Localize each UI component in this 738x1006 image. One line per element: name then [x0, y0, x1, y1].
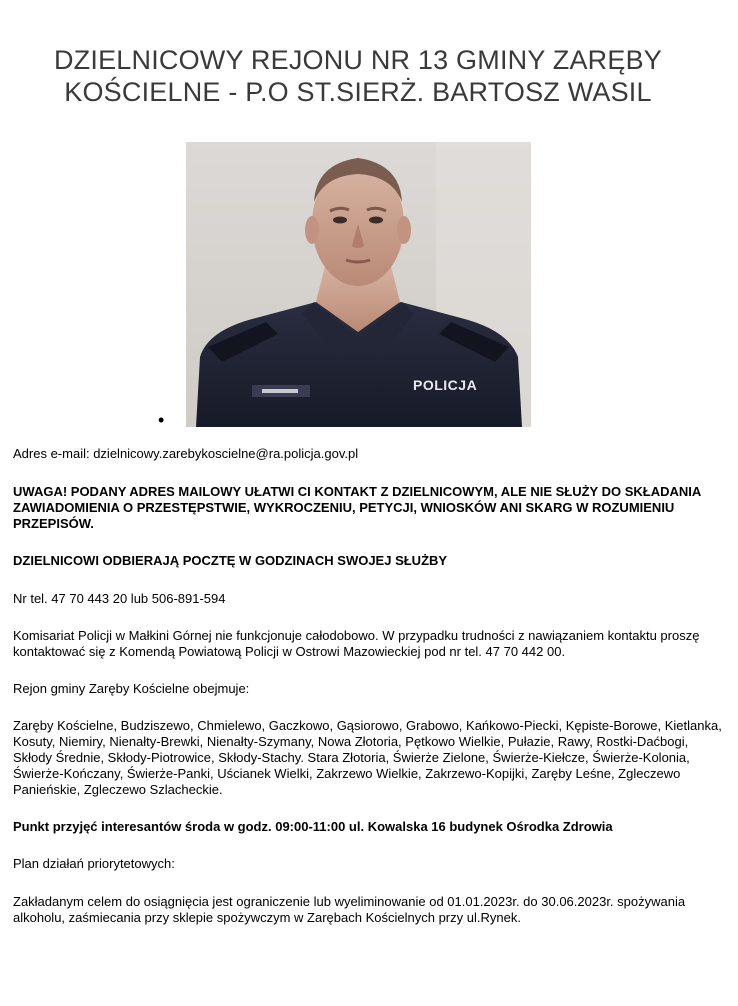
region-label: Rejon gminy Zaręby Kościelne obejmuje: [13, 681, 250, 696]
page-title-line-1: DZIELNICOWY REJONU NR 13 GMINY ZARĘBY [53, 45, 662, 75]
right-ear [397, 216, 411, 244]
officer-portrait-image [186, 142, 531, 427]
station-info: Komisariat Policji w Małkini Górnej nie funkcjonuje całodobowo. W przypadku trudności z nawiązaniem kontaktu proszę kontaktować się z Komendą Powiatową Policji w Ostrowi Mazowieckiej pod nr tel. 47 70 442 00. [13, 628, 700, 659]
region-list: Zaręby Kościelne, Budziszewo, Chmielewo, Gaczkowo, Gąsiorowo, Grabowo, Kańkowo-Piecki, Kępiste-Borowe, Kietlanka, Kosuty, Niemiry, Nienałty-Brewki, Nienałty-Szymany, Nowa Złotoria, Pętkowo Wielkie, Pułazie, Rawy, Rostki-Daćbogi, Skłody Średnie, Skłody-Piotrowice, Skłody-Stachy. Stara Złotoria, Świerże Zielone, Świerże-Kiełcze, Świerże-Kolonia, Świerże-Kończany, Świerże-Panki, Uścianek Wielki, Zakrzewo Wielkie, Zakrzewo-Kopijki, Zaręby Leśne, Zgleczewo Panieńskie, Zgleczewo Szlacheckie. [13, 718, 722, 797]
office-hours: Punkt przyjęć interesantów środa w godz. 09:00-11:00 ul. Kowalska 16 budynek Ośrodka Zdrowia [13, 819, 613, 834]
page-title [0, 44, 716, 108]
name-tag-text [262, 389, 298, 393]
email-label: Adres e-mail: [13, 446, 90, 461]
plan-text: Zakładanym celem do osiągnięcia jest ograniczenie lub wyeliminowanie od 01.01.2023r. do 30.06.2023r. spożywania alkoholu, zaśmiecania przy sklepie spożywczym w Zarębach Kościelnych przy ul.Rynek. [13, 894, 686, 925]
main-content [13, 446, 725, 926]
list-bullet: • [158, 410, 165, 430]
left-eye [333, 217, 347, 224]
officer-photo [186, 142, 531, 427]
police-badge-text: POLICJA [413, 377, 478, 393]
right-eye [369, 217, 383, 224]
mail-hours-note: DZIELNICOWI ODBIERAJĄ POCZTĘ W GODZINACH SWOJEJ SŁUŻBY [13, 553, 448, 568]
left-ear [305, 216, 319, 244]
phone-number: Nr tel. 47 70 443 20 lub 506-891-594 [13, 591, 226, 606]
email-line [13, 446, 725, 462]
email-notice: UWAGA! PODANY ADRES MAILOWY UŁATWI CI KONTAKT Z DZIELNICOWYM, ALE NIE SŁUŻY DO SKŁADANIA ZAWIADOMIENIA O PRZESTĘPSTWIE, WYKROCZENIU, PETYCJI, WNIOSKÓW ANI SKARG W ROZUMIENIU PRZEPISÓW. [13, 484, 701, 531]
page-title-line-2: KOŚCIELNE - P.O ST.SIERŻ. BARTOSZ WASIL [64, 77, 652, 107]
email-address[interactable]: dzielnicowy.zarebykoscielne@ra.policja.gov.pl [93, 446, 359, 461]
plan-label: Plan działań priorytetowych: [13, 856, 175, 871]
